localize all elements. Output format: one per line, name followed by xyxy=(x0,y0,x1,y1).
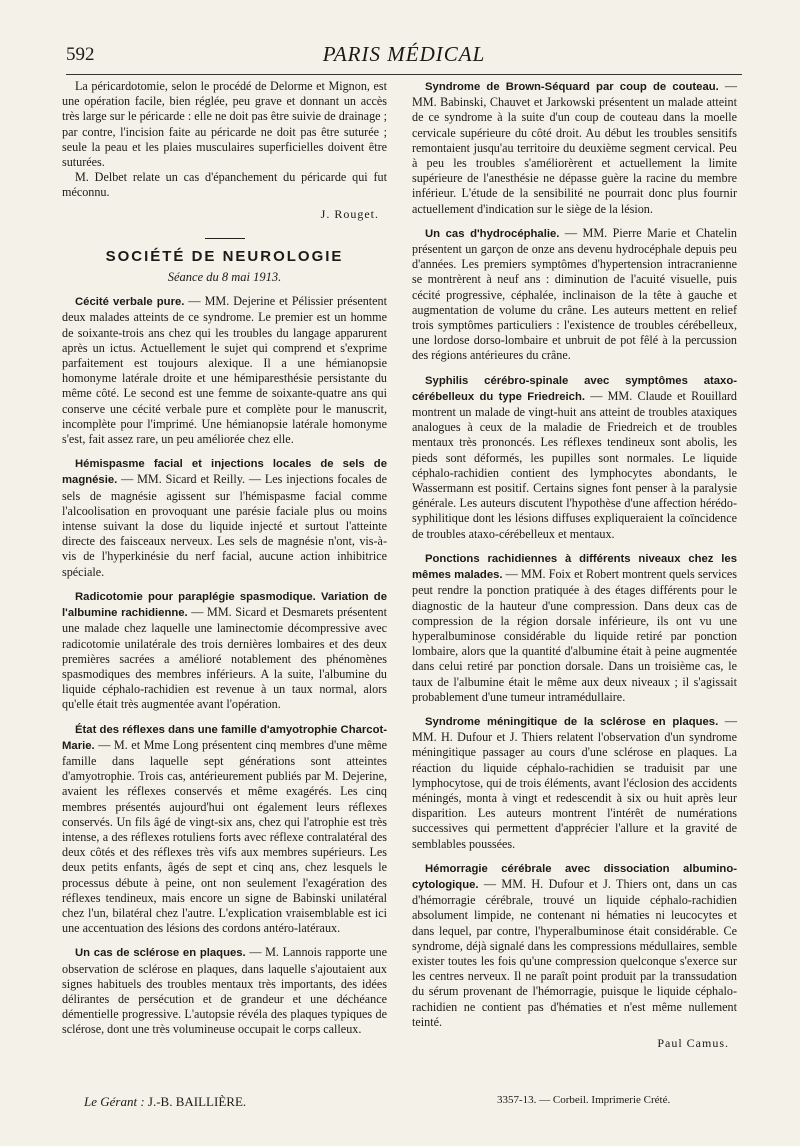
report-body: — M. Lannois rapporte une observation de sclérose en plaques, dans laquelle s'ajoutaient aux signes habituels des troubles mentaux très importants, des idées délirantes de persécution et de grandeur et une déchéance démentielle progressive. L'autopsie révéla des plaques typiques de sclérose, dont une très volumineuse occupait le corps calleux. xyxy=(62,945,387,1037)
signature: J. Rouget. xyxy=(320,206,379,221)
journal-title: PARIS MÉDICAL xyxy=(322,42,486,66)
society-heading: SOCIÉTÉ DE NEUROLOGIE xyxy=(105,247,344,265)
section-divider xyxy=(205,238,245,239)
report-entry xyxy=(62,294,387,447)
report-body: — MM. Sicard et Desmarets présentent une malade chez laquelle une laminectomie décompressive avec radicotomie unilatérale des trois dernières lombaires et des deux premières sacrées a amélioré notablement des phénomènes spasmodiques des membres inférieurs. A la suite, l'albumine du liquide céphalo-rachidien est revenue à un taux normal, alors qu'elle était très augmentée avant l'opération. xyxy=(62,605,387,712)
report-entry xyxy=(412,79,737,217)
report-body: — MM. Sicard et Reilly. — Les injections focales de sels de magnésie agissent sur l'hémispasme facial comme l'alcoolisation en provoquant une parésie faciale plus ou moins intense suivant la dose du liquide injecté et surtout l'atteinte directe des faisceaux nerveux. Les sels de magnésie n'ont, vis-à-vis de l'hyperkinésie du nerf facial, aucune action inhibitrice spéciale. xyxy=(62,472,387,579)
paragraph: M. Delbet relate un cas d'épanchement du péricarde qui fut méconnu. xyxy=(62,170,387,200)
report-body: — M. et Mme Long présentent cinq membres d'une même famille dans laquelle sept générations sont atteintes d'amyotrophie. Trois cas, antérieurement publiés par M. Dejerine, avaient les réflexes conservés et même exagérés. Les cinq membres présentés aujourd'hui ont également leurs réflexes conservés. Un fils âgé de vingt-six ans, chez qui l'atrophie est très intense, a des réflexes rotuliens forts avec réflexe contralatéral des deux côtés et des réflexes très vifs aux membres supérieurs. Les deux petits enfants, âgés de sept et cinq ans, chez lesquels le processus débute à peine, ont non seulement l'exagération des réflexes tendineux, mais encore un signe de Babinski unilatéral chez l'un, bilatéral chez l'autre. L'explication vraisemblable est ici une accentuation des lésions des cordons antéro-latéraux. xyxy=(62,737,387,936)
report-title: Hémorragie cérébrale avec dissociation albumino-cytologique. xyxy=(412,862,737,891)
session-date: Séance du 8 mai 1913. xyxy=(167,270,282,285)
right-column xyxy=(412,79,737,1051)
report-entry xyxy=(412,714,737,852)
report-body: — MM. Foix et Robert montrent quels services peut rendre la ponction pratiquée à des étages différents pour le diagnostic de la hauteur d'une compression. Dans deux cas de compression de la région dorsale inférieure, ils ont vu une hyperalbuminose considérable du liquide retiré par ponction lombaire, alors que la quantité d'albumine était à peine augmentée dans celui retiré par ponction dorsale. Dans un troisième cas, le taux de l'albumine était le même aux deux niveaux ; il s'agissait probablement d'une tumeur intramédullaire. xyxy=(412,567,737,704)
report-title: Un cas d'hydrocéphalie. xyxy=(425,227,560,240)
report-entry xyxy=(412,861,737,1030)
report-body: — MM. Dejerine et Pélissier présentent deux malades atteints de ce syndrome. Le premier est un homme de soixante-trois ans chez qui les troubles du langage apparurent après un ictus. Actuellement le sujet qui comprend et s'exprime parfaitement est toujours alexique. Il a une hémianopsie homonyme latérale droite et une hémiparesthésie persistante du même côté. Le second est une femme de soixante-quatre ans qui conserve une cécité verbale pure et complète pour le manuscrit, incomplète pour l'imprimé. Une hémianopsie latérale homonyme s'est, fait assez rare, un peu améliorée chez elle. xyxy=(62,294,387,447)
footer-gerant xyxy=(84,1094,246,1110)
report-title: Radicotomie pour paraplégie spasmodique. Variation de l'albumine rachidienne. xyxy=(62,590,387,620)
report-title: Hémispasme facial et injections locales de sels de magnésie. xyxy=(62,458,387,487)
report-title: Ponctions rachidiennes à différents niveaux chez les mêmes malades. xyxy=(412,552,737,582)
report-body: — MM. H. Dufour et J. Thiers relatent l'observation d'un syndrome méningitique passager au cours d'une sclérose en plaques. La réaction du liquide céphalo-rachidien se traduisit par une lymphocytose, qui de trois éléments, avant l'éclosion des accidents méningés, monta à vingt et redescendit à six ou huit après leur disparition. Les auteurs montrent l'intérêt de numérations successives qui permettent d'apprécier l'allure et la gravité de semblables poussées. xyxy=(412,713,737,851)
signature: Paul Camus. xyxy=(657,1035,729,1050)
gerant-name: J.-B. BAILLIÈRE. xyxy=(147,1094,247,1109)
gerant-label: Le Gérant : xyxy=(84,1094,145,1109)
report-entry xyxy=(62,945,387,1037)
report-entry xyxy=(412,551,737,705)
report-entry xyxy=(412,226,737,364)
report-title: Syndrome de Brown-Séquard par coup de couteau. xyxy=(425,81,719,93)
footer-printer: 3357-13. — Corbeil. Imprimerie Crété. xyxy=(497,1094,671,1106)
left-column xyxy=(62,79,387,1038)
report-body: — MM. Claude et Rouillard montrent un malade de vingt-huit ans atteint de troubles ataxiques analogues à ceux de la maladie de Friedreich et de troubles mentaux très prononcés. Les réflexes tendineux sont abolis, les pieds sont déformés, les pupilles sont normales. Le liquide céphalo-rachidien contient des lymphocytes abondants, le Wassermann est positif. Certains signes font penser à la paralysie générale. Les auteurs discutent l'hypothèse d'une affection hérédo-syphilitique dont les lésions diffuses expliqueraient la coïncidence de troubles ataxo-cérébelleux et mentaux. xyxy=(412,388,737,541)
report-title: Syphilis cérébro-spinale avec symptômes ataxo-cérébelleux du type Friedreich. xyxy=(412,374,737,403)
report-entry xyxy=(412,373,737,542)
page-number: 592 xyxy=(66,44,95,65)
page-header xyxy=(66,40,742,75)
paragraph: La péricardotomie, selon le procédé de Delorme et Mignon, est une opération facile, bien réglée, peu grave et donnant un accès très large sur le péricarde : elle ne doit pas être suivie de drainage ; par contre, l'incision faite au péricarde ne doit pas être suturée ; seule la peau et les plaies musculaires superficielles doivent être suturées. xyxy=(62,79,387,170)
report-entry xyxy=(62,456,387,580)
report-body: — MM. H. Dufour et J. Thiers ont, dans un cas d'hémorragie cérébrale, trouvé un liquide céphalo-rachidien absolument limpide, ne contenant ni hématies ni leucocytes et dans lequel, par contre, l'hyperalbuminose était considérable. Ce syndrome, déjà signalé dans les compressions médullaires, semble exister toutes les fois qu'une compression quelconque s'exerce sur les centres nerveux. Il ne paraît point produit par la transsudation du sérum provenant de l'hémorragie, puisque le liquide céphalo-rachidien ne contient pas d'hématies et n'est même nullement teinté. xyxy=(412,876,737,1029)
report-title: Cécité verbale pure. xyxy=(75,296,185,309)
report-title: Syndrome méningitique de la sclérose en plaques. xyxy=(425,715,719,728)
report-entry xyxy=(62,589,387,713)
report-title: État des réflexes dans une famille d'amyotrophie Charcot-Marie. xyxy=(62,723,387,752)
report-entry xyxy=(62,722,387,937)
report-body: — MM. Babinski, Chauvet et Jarkowski présentent un malade atteint de ce syndrome à la suite d'un coup de couteau dans la moelle cervicale supérieure du côté droit. Au début les troubles sensitifs remontaient jusqu'au territoire du deuxième segment cervical. Peu à peu les troubles s'améliorèrent et actuellement la limite supérieure de l'anesthésie ne dépasse guère la racine du membre inférieur. L'étude de la sensibilité ne pourrait donc plus fournir actuellement d'indication sur le siège de la lésion. xyxy=(412,79,737,216)
report-body: — MM. Pierre Marie et Chatelin présentent un garçon de onze ans devenu hydrocéphale depuis peu d'années. Les premiers symptômes d'hypertension intracranienne se montrèrent à neuf ans : diminution de l'acuité visuelle, puis cécité progressive, céphalée, inclinaison de la tête à gauche et augmentation de volume du crâne. Les auteurs mettent en relief trois symptômes particuliers : l'existence de troubles cérébelleux, une lordose dorso-lombaire et unbruit de pot fêlé à la percussion des régions antérieures du crâne. xyxy=(412,225,737,363)
report-title: Un cas de sclérose en plaques. xyxy=(75,947,246,960)
